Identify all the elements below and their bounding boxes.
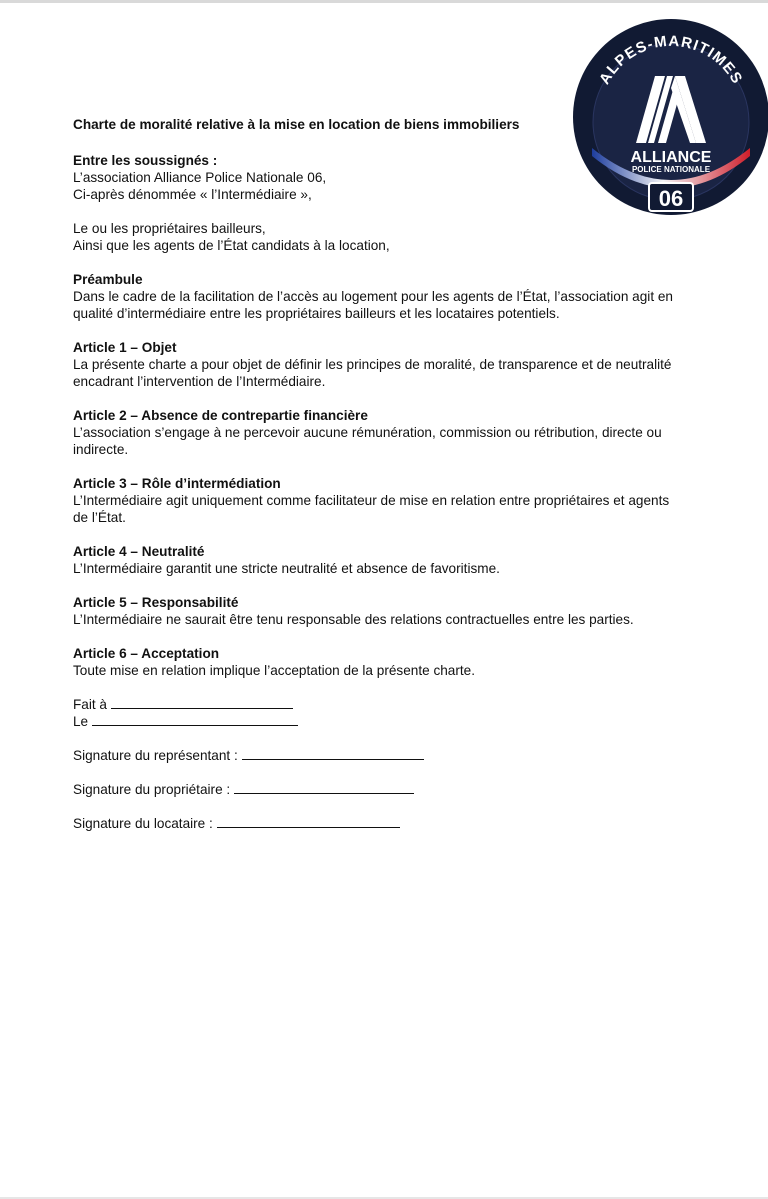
article-line: Toute mise en relation implique l’acceptation de la présente charte.: [73, 663, 476, 678]
fait-a-blank[interactable]: [111, 696, 293, 709]
article-line: L’Intermédiaire agit uniquement comme facilitateur de mise en relation entre propriétaires et agents: [73, 493, 670, 508]
signature-locataire-label: Signature du locataire :: [73, 816, 213, 831]
others-section: [73, 220, 723, 254]
others-line-2: Ainsi que les agents de l’État candidats à la location,: [73, 238, 390, 253]
logo-number: 06: [658, 186, 684, 211]
logo-name: ALLIANCE: [630, 149, 712, 166]
signature-locataire-field[interactable]: [73, 815, 723, 832]
article-1: [73, 339, 723, 390]
article-3: [73, 475, 723, 526]
preambule-heading: Préambule: [73, 272, 143, 287]
signature-representant-label: Signature du représentant :: [73, 748, 238, 763]
signature-representant-blank[interactable]: [242, 747, 424, 760]
top-edge: [0, 0, 768, 3]
article-heading: Article 6 – Acceptation: [73, 646, 220, 661]
signature-proprietaire-label: Signature du propriétaire :: [73, 782, 231, 797]
article-heading: Article 2 – Absence de contrepartie financière: [73, 408, 368, 423]
date-label: Le: [73, 714, 89, 729]
article-line: L’Intermédiaire ne saurait être tenu responsable des relations contractuelles entre les parties.: [73, 612, 634, 627]
preambule-line-2: qualité d’intermédiaire entre les propriétaires bailleurs et les locataires potentiels.: [73, 306, 560, 321]
preambule-line-1: Dans le cadre de la facilitation de l’accès au logement pour les agents de l’État, l’association agit en: [73, 289, 673, 304]
parties-line-2: Ci-après dénommée « l’Intermédiaire »,: [73, 187, 312, 202]
article-line: L’Intermédiaire garantit une stricte neutralité et absence de favoritisme.: [73, 561, 500, 576]
preambule-section: [73, 271, 723, 322]
parties-heading: Entre les soussignés :: [73, 153, 218, 168]
signature-section: [73, 696, 723, 832]
signature-locataire-blank[interactable]: [217, 815, 400, 828]
article-5: [73, 594, 723, 628]
logo-arc-text: ALPES-MARITIMES: [596, 32, 746, 88]
article-line: indirecte.: [73, 442, 129, 457]
article-line: L’association s’engage à ne percevoir aucune rémunération, commission ou rétribution, directe ou: [73, 425, 662, 440]
article-heading: Article 1 – Objet: [73, 340, 177, 355]
article-line: La présente charte a pour objet de définir les principes de moralité, de transparence et de neutralité: [73, 357, 672, 372]
article-line: encadrant l’intervention de l’Intermédiaire.: [73, 374, 326, 389]
parties-section: [73, 152, 723, 203]
date-field[interactable]: [73, 713, 723, 730]
article-heading: Article 4 – Neutralité: [73, 544, 205, 559]
parties-line-1: L’association Alliance Police Nationale 06,: [73, 170, 327, 185]
document-body: [73, 116, 723, 832]
article-heading: Article 5 – Responsabilité: [73, 595, 239, 610]
date-blank[interactable]: [92, 713, 298, 726]
signature-proprietaire-blank[interactable]: [234, 781, 414, 794]
article-4: [73, 543, 723, 577]
logo-subtitle: POLICE NATIONALE: [631, 165, 711, 174]
article-heading: Article 3 – Rôle d’intermédiation: [73, 476, 281, 491]
article-2: [73, 407, 723, 458]
others-line-1: Le ou les propriétaires bailleurs,: [73, 221, 266, 236]
article-line: de l’État.: [73, 510, 126, 525]
signature-representant-field[interactable]: [73, 747, 723, 764]
fait-a-label: Fait à: [73, 697, 107, 712]
signature-proprietaire-field[interactable]: [73, 781, 723, 798]
document-title: Charte de moralité relative à la mise en location de biens immobiliers: [73, 117, 520, 132]
fait-a-field[interactable]: [73, 696, 723, 713]
article-6: [73, 645, 723, 679]
